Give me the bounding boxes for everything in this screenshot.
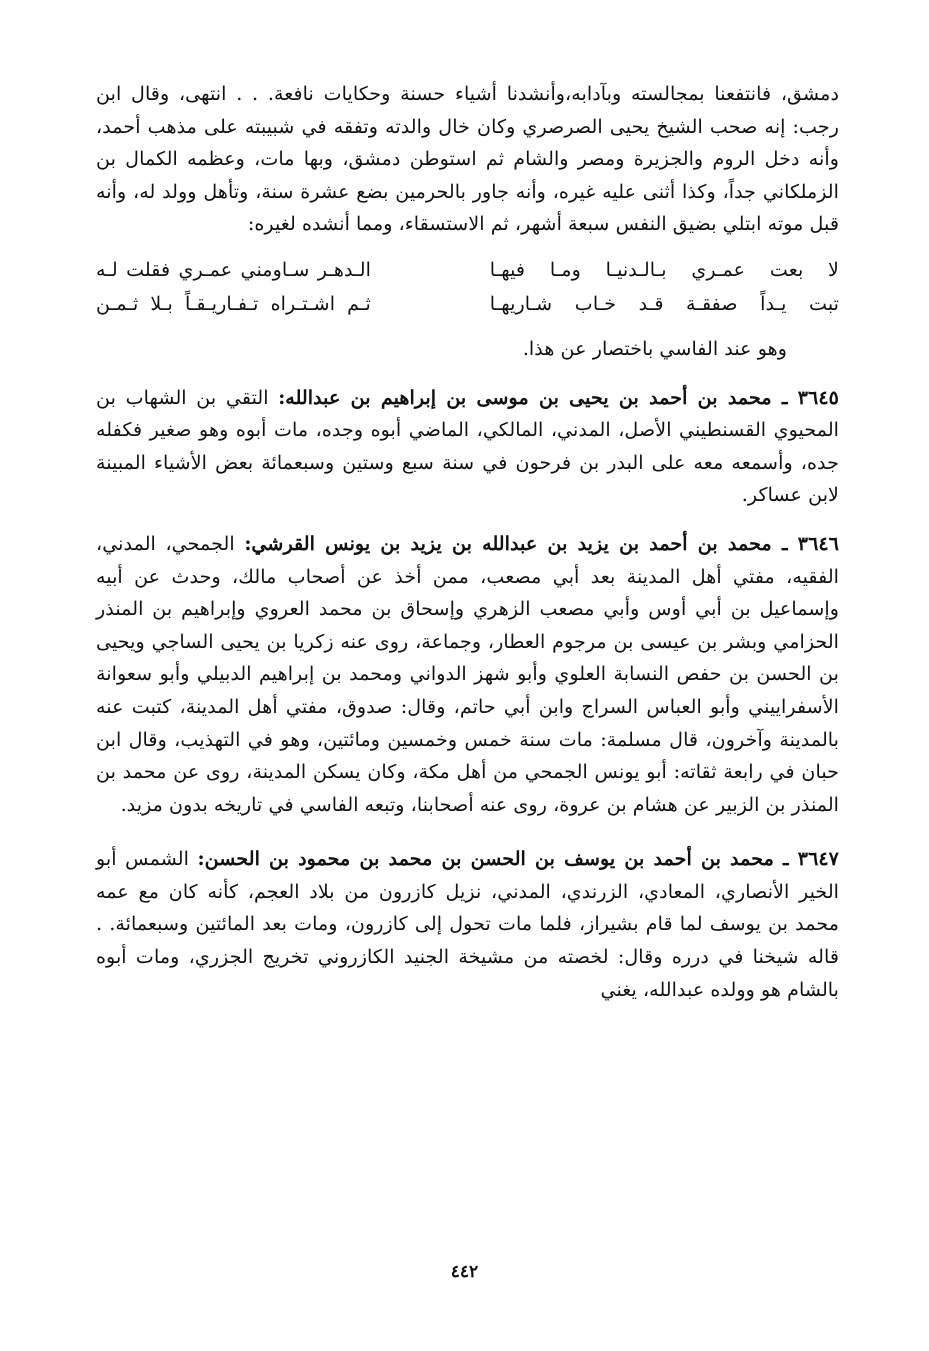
poem-verse-2 — [96, 287, 839, 321]
entry-3646 — [96, 528, 839, 821]
entry-3646-body: الجمحي، المدني، الفقيه، مفتي أهل المدينة بعد أبي مصعب، ممن أخذ عن أصحاب مالك، وحدث عن أبيه وإسماعيل بن أبي أوس وأبي مصعب الزهري وإسحاق بن محمد العروي وإبراهيم بن المنذر الحزامي وبشر بن عيسى بن مرجوم العطار، وجماعة، روى عنه زكريا بن يحيى الساجي ويحيى بن الحسن بن حفص النسابة العلوي وأبو شهز الدواني ومحمد بن إبراهيم الدبيلي وأبو سعوانة الأسفراييني وأبو العباس السراج وابن أبي حاتم، وقال: صدوق، مفتي أهل المدينة، كتبت عنه بالمدينة وآخرون، قال مسلمة: مات سنة خمس وخمسين ومائتين، وهو في التهذيب، وقال ابن حبان في رابعة ثقاته: أبو يونس الجمحي من أهل مكة، وكان يسكن المدينة، روى عن محمد بن المنذر بن الزبير عن هشام بن عروة، روى عنه أصحابنا، وتبعه الفاسي في تاريخه بدون مزيد. — [96, 531, 839, 816]
entry-3645 — [96, 382, 839, 512]
poem-verse-1 — [96, 253, 839, 287]
verse-2-second-hemistich: ثـم اشـتـراه تـفـاريـقـاً بـلا ثـمـن — [96, 291, 371, 315]
entry-3647-body: الشمس أبو الخير الأنصاري، المعادي، الزرندي، المدني، نزيل كازرون من بلاد العجم، كأنه كان مع عمه محمد بن يوسف لما قام بشيراز، فلما مات تحول إلى كازرون، ومات بعد المائتين وسبعمائة. . قاله شيخنا في درره وقال: لخصته من مشيخة الجنيد الكازروني تخريج الجزري، ومات أبوه بالشام هو وولده عبدالله، يغني — [96, 847, 839, 1001]
intro-paragraph: دمشق، فانتفعنا بمجالسته وبآدابه،وأنشدنا أشياء حسنة وحكايات نافعة. . . انتهى، وقال ابن رجب: إنه صحب الشيخ يحيى الصرصري وكان خال والدته وتفقه في شبيبته على مذهب أحمد، وأنه دخل الروم والجزيرة ومصر والشام ثم استوطن دمشق، وبها مات، وعظمه الكمال بن الزملكاني جداً، وكذا أثنى عليه غيره، وأنه جاور بالحرمين بضع عشرة سنة، وتأهل وولد له، وأنه قبل موته ابتلي بضيق النفس سبعة أشهر، ثم الاستسقاء، ومما أنشده لغيره: — [96, 82, 839, 236]
document-page — [96, 78, 839, 1278]
verse-1-first-hemistich: لا بعت عمـري بـالـدنيـا ومـا فيهـا — [489, 257, 839, 281]
poem — [96, 253, 839, 321]
entry-3647 — [96, 843, 839, 1006]
page-number: ٤٤٢ — [450, 1262, 479, 1282]
entry-3645-heading: ٣٦٤٥ ـ محمد بن أحمد بن يحيى بن موسى بن إبراهيم بن عبدالله: — [278, 385, 839, 409]
entry-3645-body: التقي بن الشهاب بن المحيوي القسنطيني الأصل، المدني، المالكي، الماضي أبوه وجده، مات أبوه وهو صغير فكفله جده، وأسمعه معه على البدر بن فرحون في سنة سبع وستين وسبعمائة بعض الأشياء المبينة لابن عساكر. — [96, 385, 839, 507]
entry-3647-heading: ٣٦٤٧ ـ محمد بن أحمد بن يوسف بن الحسن بن محمد بن محمود بن الحسن: — [197, 847, 839, 871]
intro-closing-line: وهو عند الفاسي باختصار عن هذا. — [522, 336, 787, 360]
verse-2-first-hemistich: تبت يـداً صفقـة قـد خـاب شـاريهـا — [489, 291, 839, 315]
verse-1-second-hemistich: الـدهـر سـاومني عمـري فقلت لـه — [96, 257, 371, 281]
entry-3646-heading: ٣٦٤٦ ـ محمد بن أحمد بن يزيد بن عبدالله بن يزيد بن يونس القرشي: — [244, 531, 839, 555]
